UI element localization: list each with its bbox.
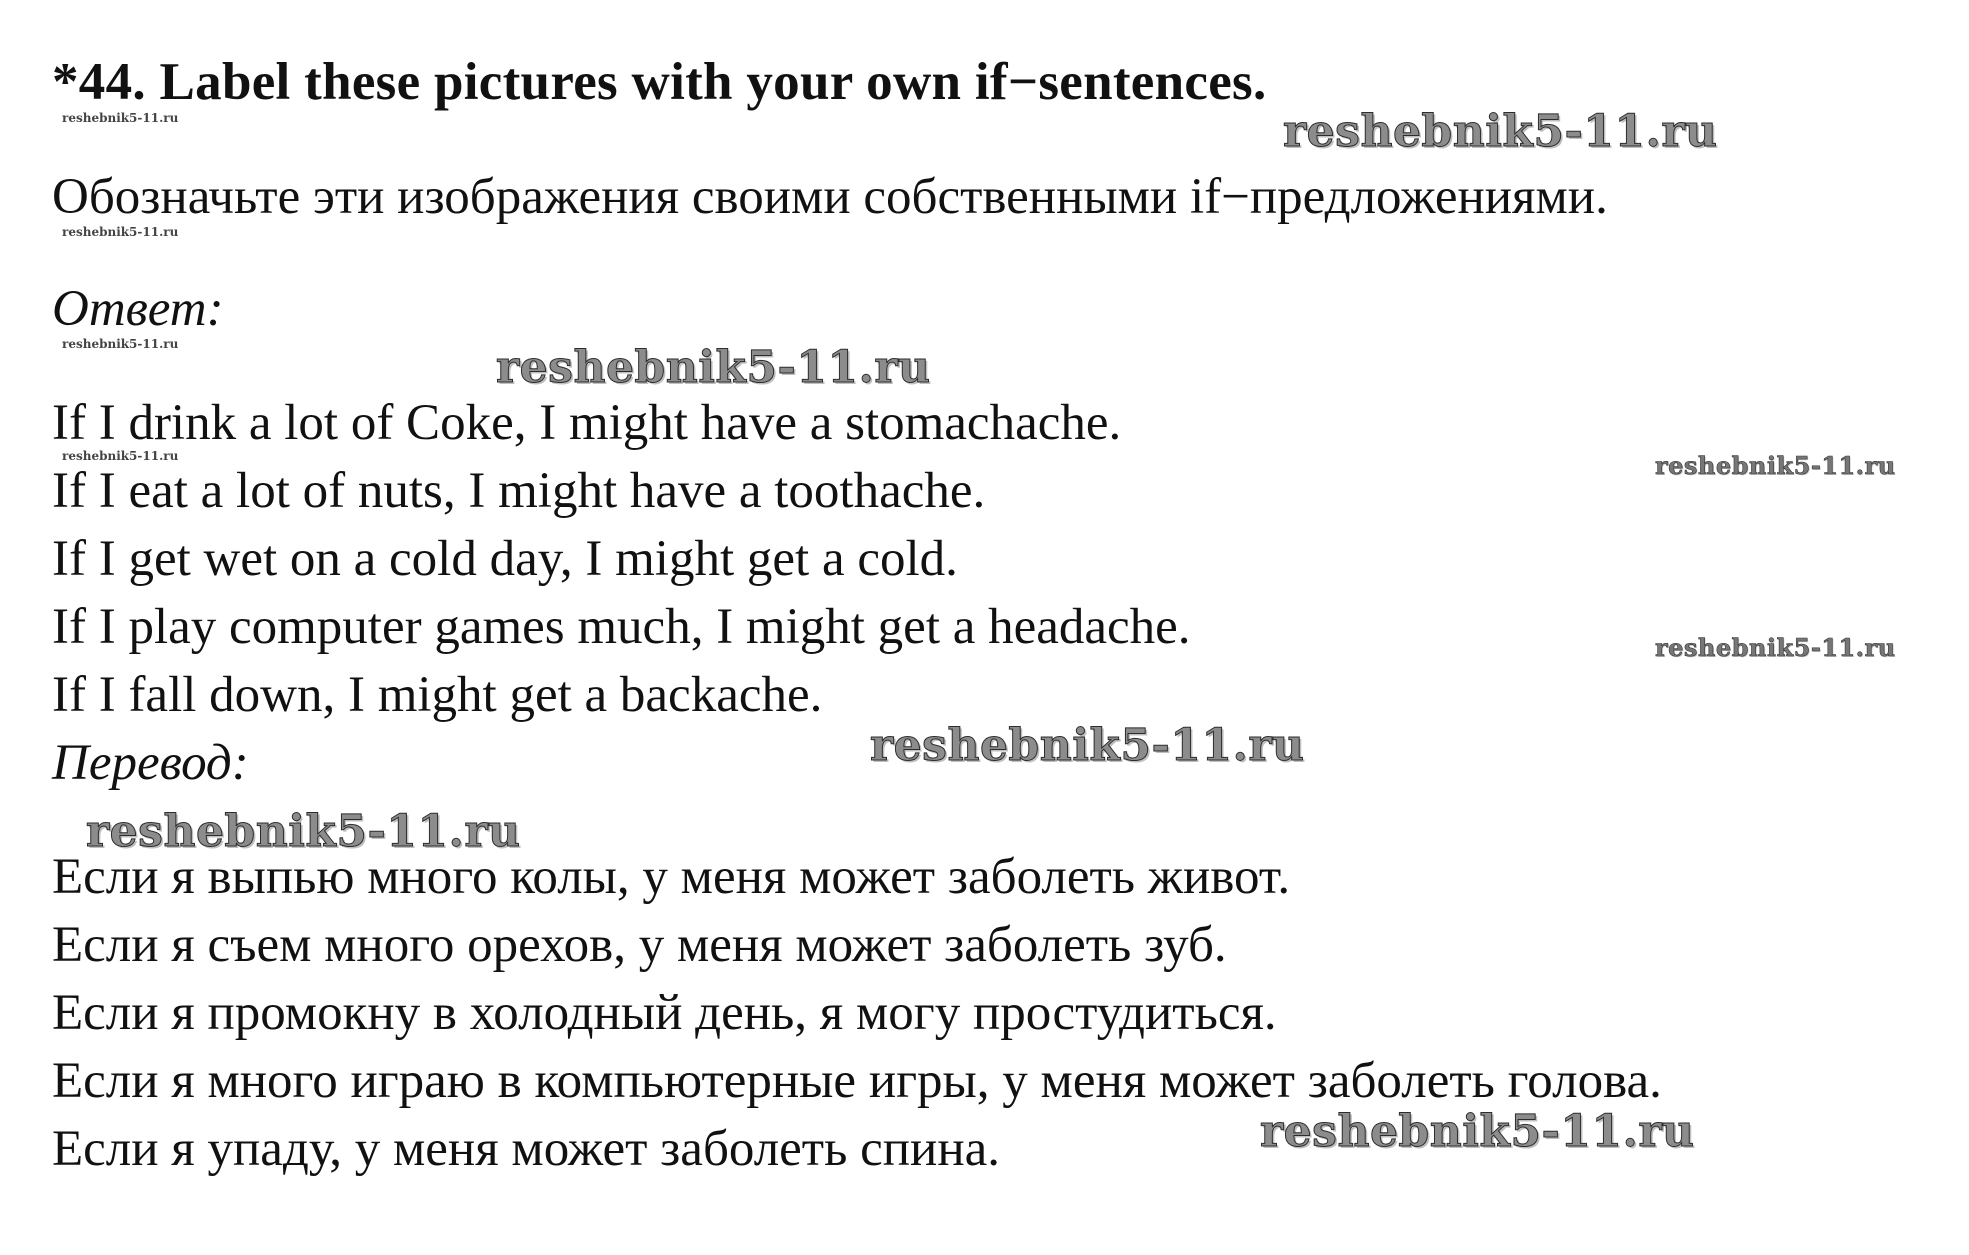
answer-line: If I drink a lot of Coke, I might have a stomachache. (52, 395, 1122, 451)
watermark: reshebnik5-11.ru (1283, 106, 1718, 157)
translation-line: Если я промокну в холодный день, я могу простудиться. (52, 985, 1277, 1041)
answer-label: Ответ: (52, 281, 224, 337)
exercise-title: *44. Label these pictures with your own if−sentences. (52, 53, 1267, 111)
watermark: reshebnik5-11.ru (870, 720, 1305, 771)
watermark: reshebnik5-11.ru (496, 342, 931, 393)
watermark: reshebnik5-11.ru (62, 225, 179, 239)
exercise-subtitle: Обозначьте эти изображения своими собственными if−предложениями. (52, 169, 1608, 225)
answer-line: If I eat a lot of nuts, I might have a toothache. (52, 463, 986, 519)
translation-label: Перевод: (52, 735, 249, 791)
answer-line: If I get wet on a cold day, I might get a cold. (52, 531, 958, 587)
watermark: reshebnik5-11.ru (62, 337, 179, 351)
watermark: reshebnik5-11.ru (1655, 451, 1896, 480)
translation-line: Если я выпью много колы, у меня может заболеть живот. (52, 849, 1291, 905)
watermark: reshebnik5-11.ru (86, 806, 521, 857)
watermark: reshebnik5-11.ru (62, 111, 179, 125)
watermark: reshebnik5-11.ru (1260, 1106, 1695, 1157)
translation-line: Если я много играю в компьютерные игры, у меня может заболеть голова. (52, 1053, 1662, 1109)
answer-line: If I fall down, I might get a backache. (52, 667, 823, 723)
watermark: reshebnik5-11.ru (62, 449, 179, 463)
translation-line: Если я съем много орехов, у меня может заболеть зуб. (52, 917, 1227, 973)
watermark: reshebnik5-11.ru (1655, 633, 1896, 662)
answer-line: If I play computer games much, I might get a headache. (52, 599, 1191, 655)
translation-line: Если я упаду, у меня может заболеть спина. (52, 1121, 1001, 1177)
